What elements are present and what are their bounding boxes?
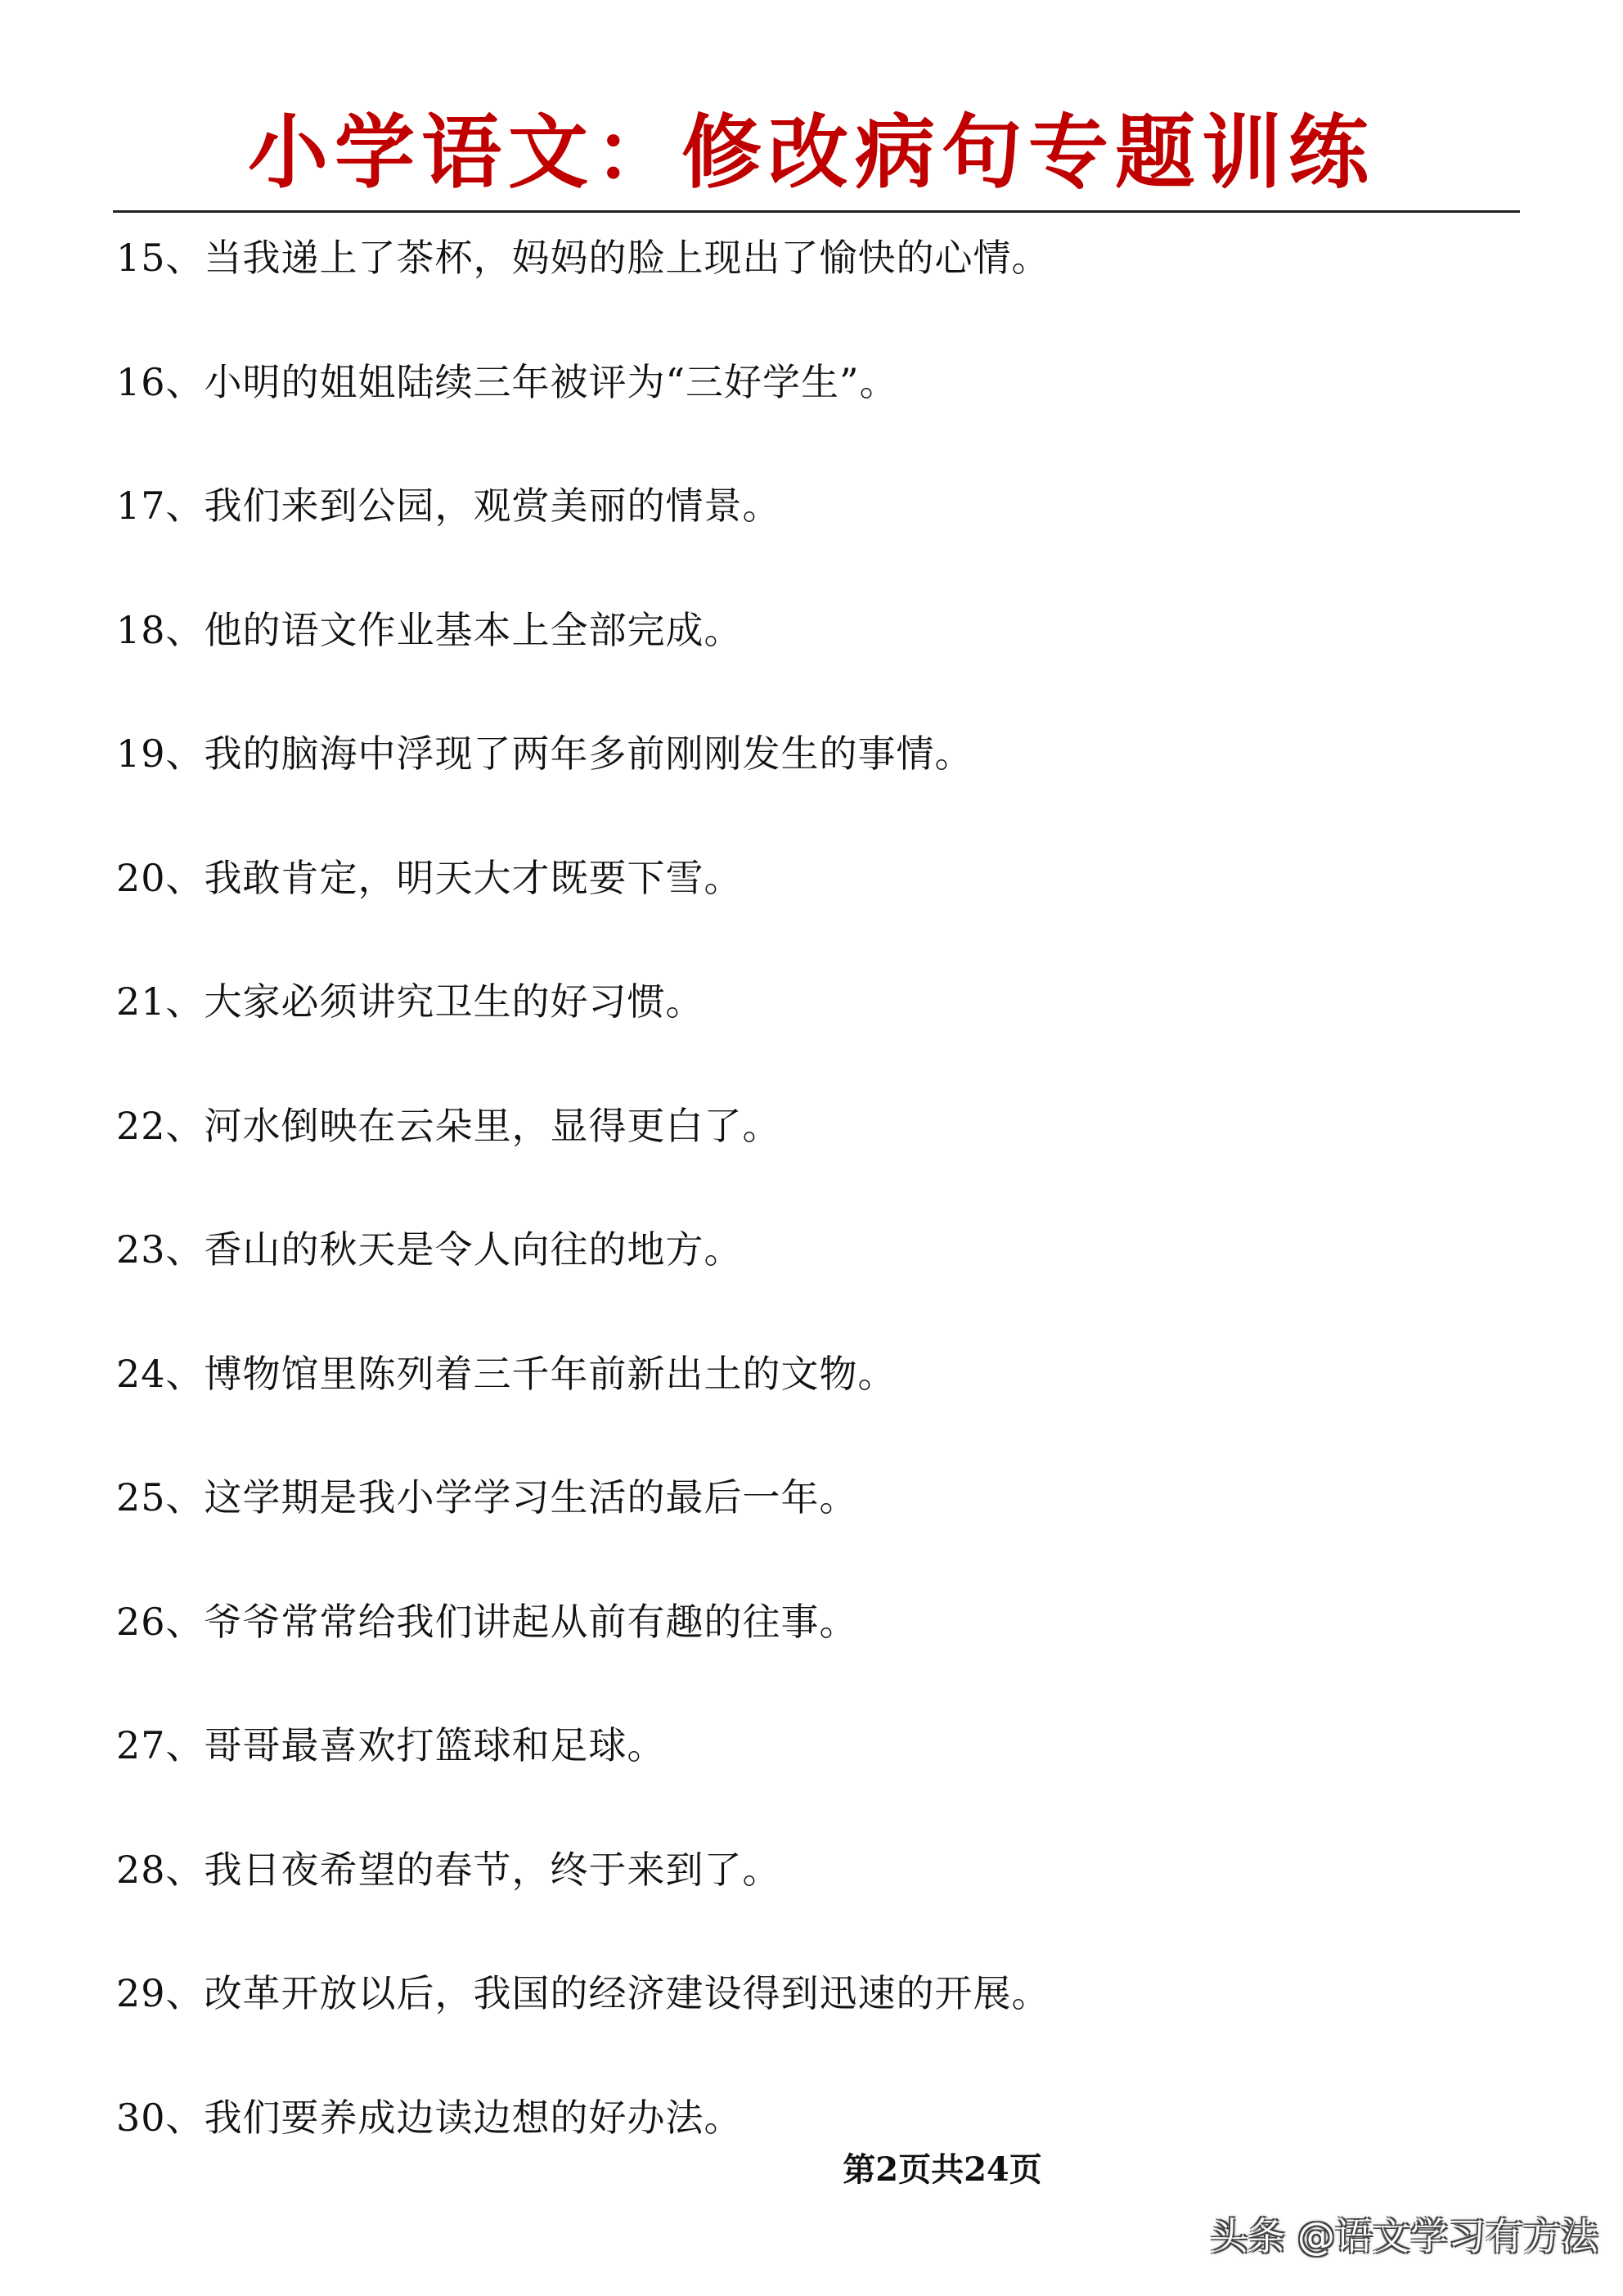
list-item: 18、他的语文作业基本上全部完成。 [116,607,743,652]
list-item: 23、香山的秋天是令人向往的地方。 [116,1227,743,1272]
list-item: 22、河水倒映在云朵里，显得更白了。 [116,1103,781,1148]
watermark: 头条 @语文学习有方法 [1210,2214,1598,2258]
sentence-list [116,225,1548,2208]
list-item: 20、我敢肯定，明天大才既要下雪。 [116,855,743,900]
list-item: 29、改革开放以后，我国的经济建设得到迅速的开展。 [116,1971,1050,2015]
list-item: 25、这学期是我小学学习生活的最后一年。 [116,1475,858,1519]
list-item: 28、我日夜希望的春节，终于来到了。 [116,1847,781,1892]
list-item: 17、我们来到公园，观赏美丽的情景。 [116,484,781,528]
page-title: 小学语文：修改病句专题训练 [247,106,1375,200]
list-item: 21、大家必须讲究卫生的好习惯。 [116,979,704,1024]
list-item: 26、爷爷常常给我们讲起从前有趣的往事。 [116,1599,858,1644]
title-divider [113,210,1520,213]
page-number: 第2页共24页 [843,2150,1042,2189]
list-item: 16、小明的姐姐陆续三年被评为“三好学生”。 [116,359,898,404]
list-item: 19、我的脑海中浮现了两年多前刚刚发生的事情。 [116,732,973,776]
list-item: 30、我们要养成边读边想的好办法。 [116,2095,743,2140]
list-item: 27、哥哥最喜欢打篮球和足球。 [116,1723,666,1767]
list-item: 24、博物馆里陈列着三千年前新出土的文物。 [116,1351,897,1396]
list-item: 15、当我递上了茶杯，妈妈的脸上现出了愉快的心情。 [116,236,1050,280]
